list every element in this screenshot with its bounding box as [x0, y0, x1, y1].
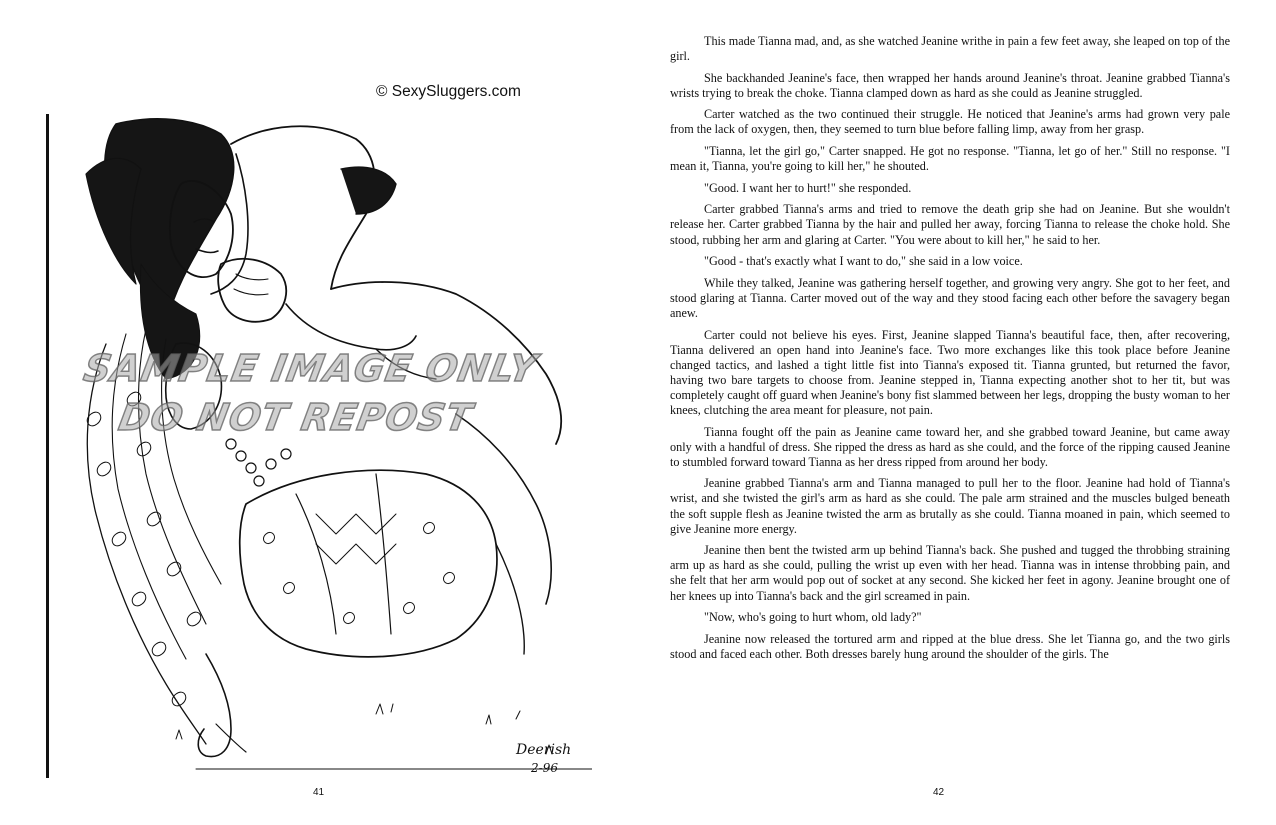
paragraph: Jeanine now released the tortured arm and ripped at the blue dress. She let Tianna go, and the two girls stood and faced each other. Both dresses barely hung around the shoulder of the girls. The: [670, 631, 1230, 661]
page-number-left: 41: [313, 787, 325, 798]
story-text: [670, 34, 1230, 668]
ink-illustration: [46, 114, 592, 778]
paragraph: She backhanded Jeanine's face, then wrapped her hands around Jeanine's throat. Jeanine grabbed Tianna's wrists trying to break the choke. Tianna clamped down as hard as she could as Jeanine struggled.: [670, 70, 1230, 100]
page-number-right: 42: [933, 787, 945, 798]
signature-name: Deerish: [516, 742, 572, 758]
signature-date: 2-96: [531, 761, 558, 775]
paragraph: "Good. I want her to hurt!" she responded.: [704, 180, 912, 195]
paragraph: Carter watched as the two continued their struggle. He noticed that Jeanine's arms had grown very pale from the lack of oxygen, then, they seemed to turn blue before falling limp, away from her grasp.: [670, 107, 1230, 137]
watermark-line-2: DO NOT REPOST: [115, 396, 476, 439]
paragraph: "Good - that's exactly what I want to do," she said in a low voice.: [704, 254, 1023, 269]
illustration-frame-line: [46, 114, 49, 778]
paragraph: Jeanine grabbed Tianna's arm and Tianna managed to pull her to the floor. Jeanine had hold of Tianna's wrist, and she twisted the girl's arm as hard as she could. The pale arm strained and the muscles bulged beneath the soft supple flesh as Jeanine twisted the arm as brutally as she could. Tianna moaned in pain, which seemed to give Jeanine more energy.: [670, 476, 1230, 536]
paragraph: Carter grabbed Tianna's arms and tried to remove the death grip she had on Jeanine. But she wouldn't release her. Carter grabbed Tianna by the hair and pulled her away, forcing Tianna to release the choke hold. She stood, rubbing her arm and glaring at Carter. "You were about to kill her," he said to her.: [670, 202, 1230, 247]
paragraph: While they talked, Jeanine was gathering herself together, and growing very angry. She got to her feet, and stood glaring at Tianna. Carter moved out of the way and they stood facing each other before the savagery began anew.: [670, 275, 1230, 320]
right-page: [638, 0, 1276, 825]
illustration-drawing: [46, 114, 592, 778]
paragraph: "Now, who's going to hurt whom, old lady?": [704, 610, 922, 625]
paragraph: "Tianna, let the girl go," Carter snapped. He got no response. "Tianna, let go of her." Still no response. "I mean it, Tianna, you're going to kill her," he shouted.: [670, 144, 1230, 174]
paragraph: Tianna fought off the pain as Jeanine came toward her, and she grabbed toward Jeanine, but came away only with a handful of dress. She ripped the dress as hard as she could, and the force of the ripping caused Jeanine to stumbled forward toward Tianna as her dress ripped from around her body.: [670, 424, 1230, 469]
copyright-notice: © SexySluggers.com: [376, 83, 521, 100]
watermark-line-1: SAMPLE IMAGE ONLY: [80, 347, 541, 390]
paragraph: This made Tianna mad, and, as she watched Jeanine writhe in pain a few feet away, she leaped on top of the girl.: [670, 34, 1230, 64]
paragraph: Carter could not believe his eyes. First, Jeanine slapped Tianna's beautiful face, then, after recovering, Tianna delivered an open hand into Jeanine's face. Two more exchanges like this took place before Jeanine changed tactics, and lashed a tight little fist into Tianna's exposed tit. Tianna grunted, but returned the favor, having two bare targets to choose from. Jeanine stepped in, Tianna expecting another shot to her tit, but was completely caught off guard when Jeanine's bony fist slammed between her legs, dropping the busty woman to her knees, clutching the area meant for pleasure, not pain.: [670, 327, 1230, 417]
paragraph: Jeanine then bent the twisted arm up behind Tianna's back. She pushed and tugged the throbbing straining arm up as hard as she could, pulling the wrist up even with her head. Tianna was in intense throbbing pain, and she felt that her arm would pop out of socket at any second. She kicked her feet in agony. Jeanine brought one of her knees up into Tianna's back and the girl screamed in pain.: [670, 543, 1230, 603]
